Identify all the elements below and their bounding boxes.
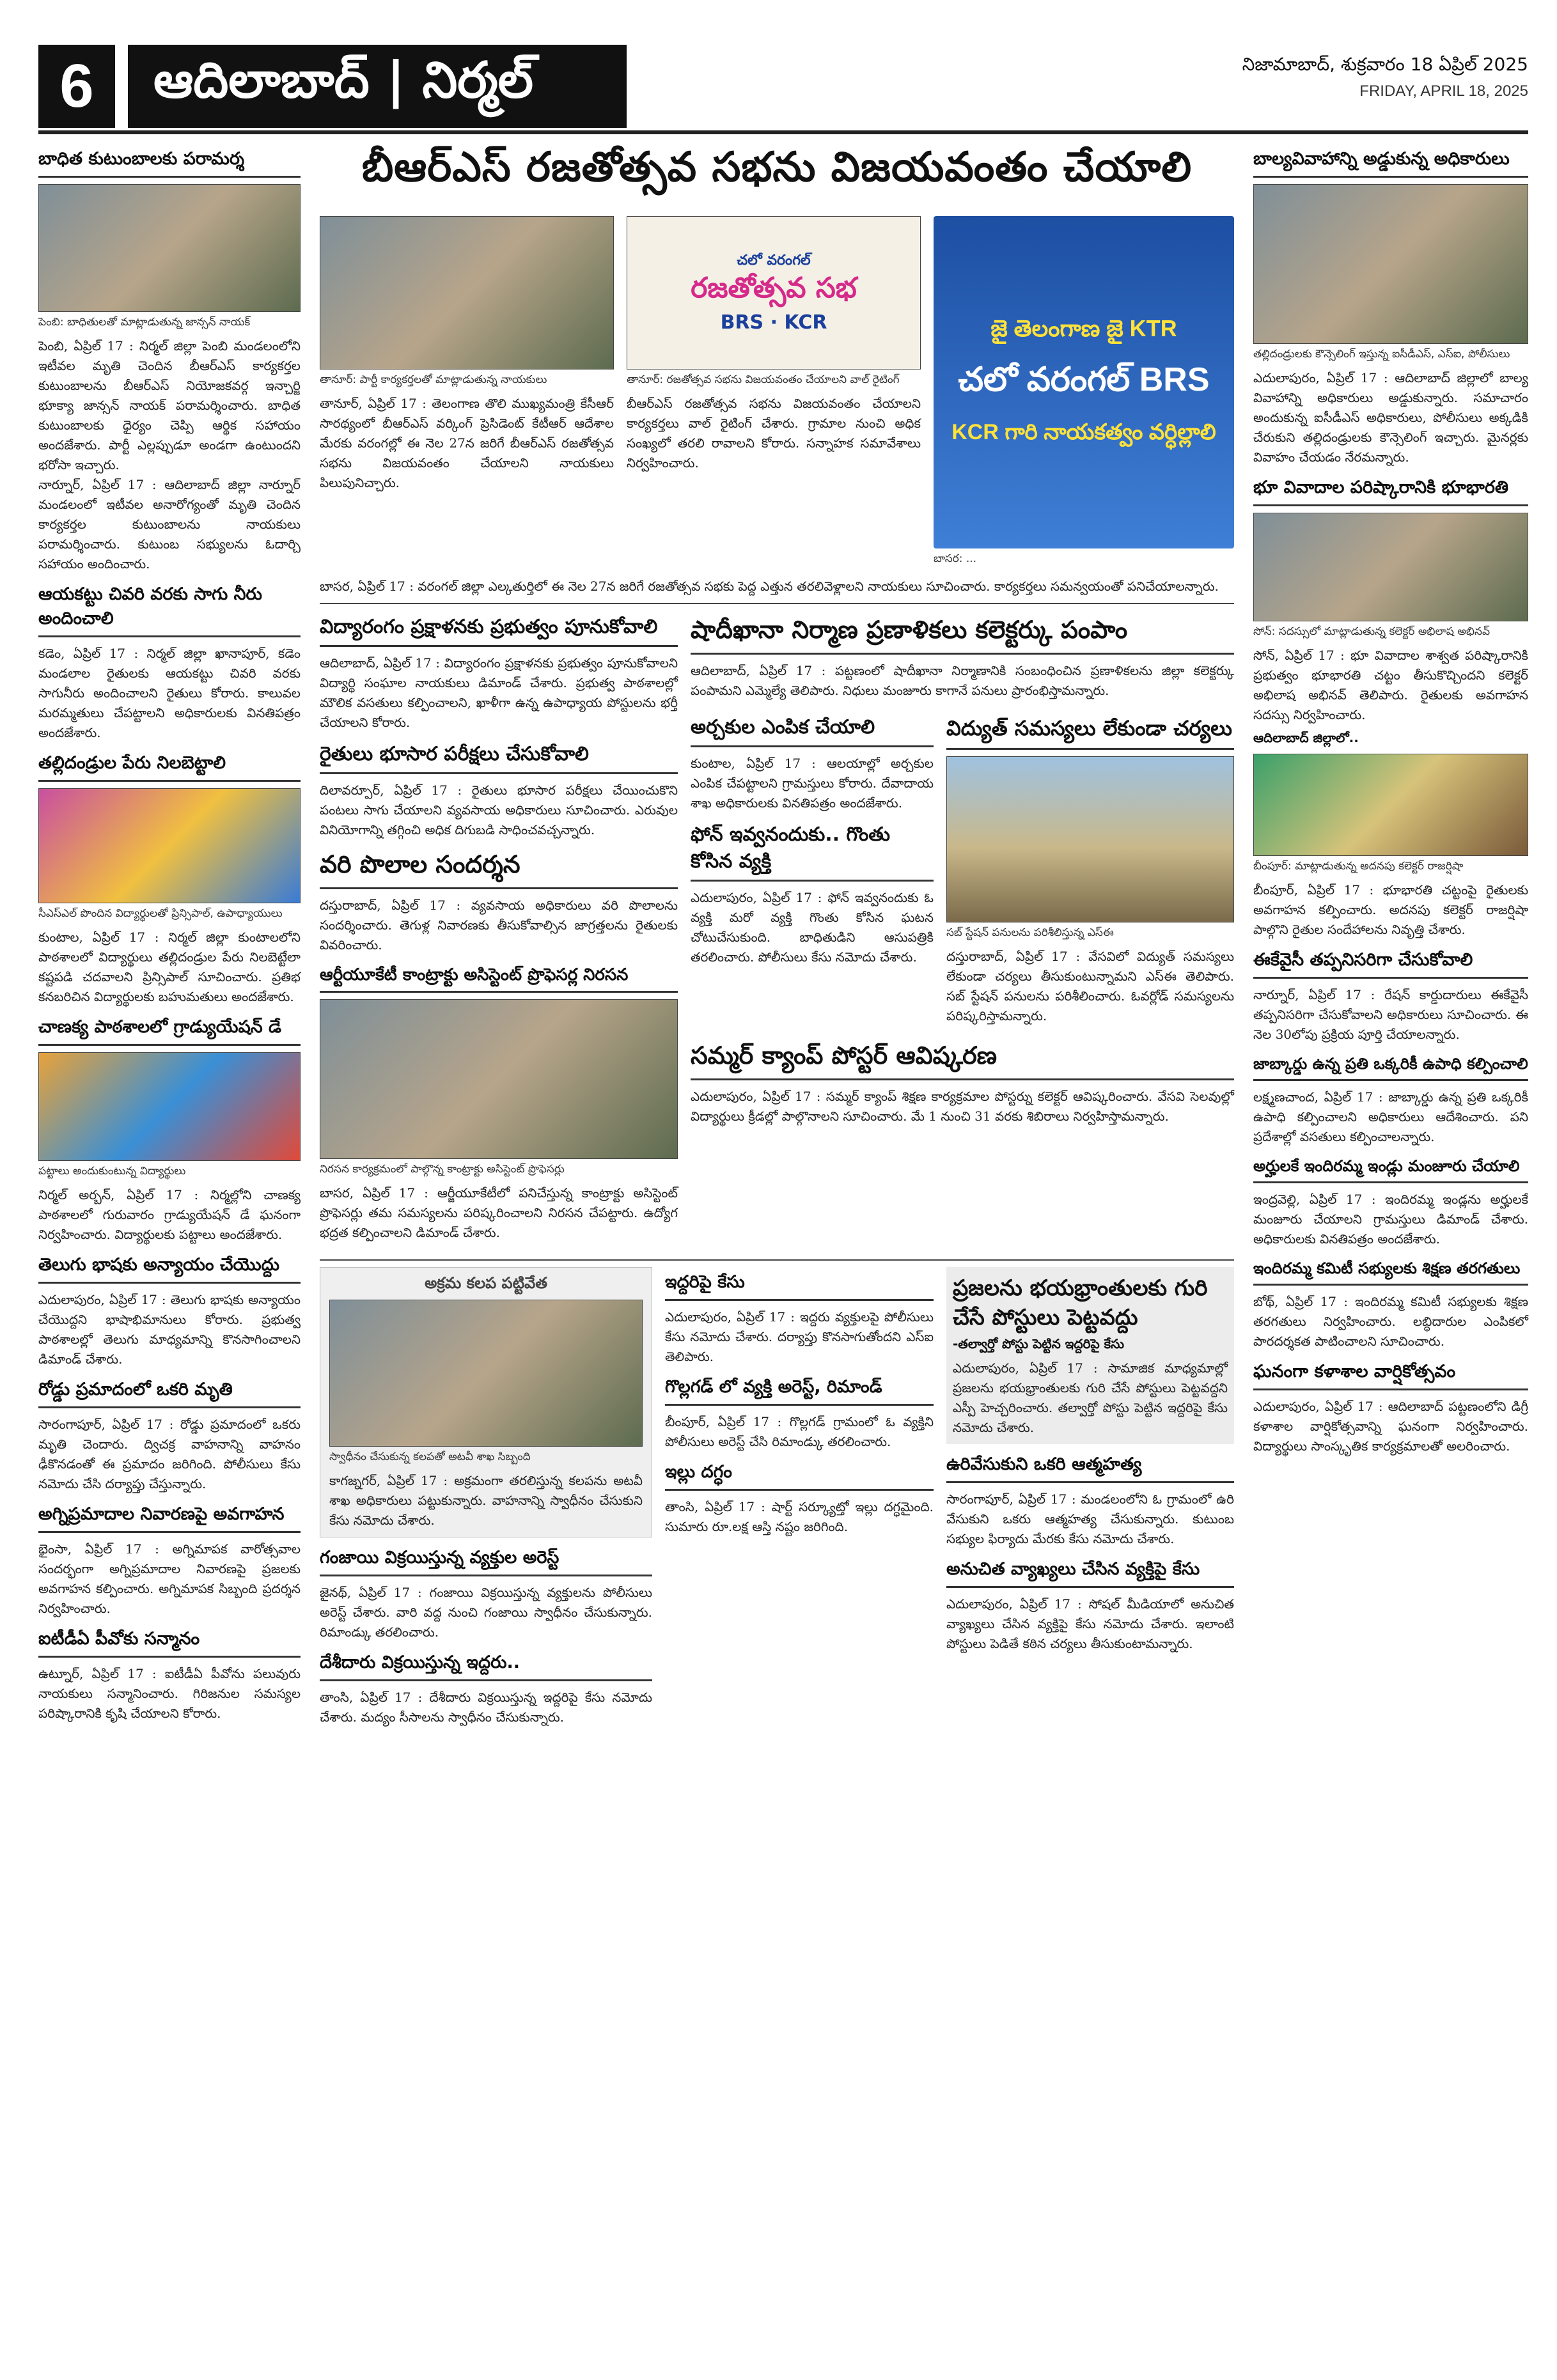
story-body: ఎదులాపురం, ఏప్రిల్ 17 : ఆదిలాబాద్ జిల్లాలో బాల్య వివాహాన్ని అధికారులు అడ్డుకున్నారు. సమాచారం అందుకున్న ఐసీడీఎస్ అధికారులు, పోలీసులు అక్కడికి చేరుకుని తల్లిదండ్రులకు కౌన్సెలింగ్ ఇచ్చారు. మైనర్లకు వివాహం చేయడం నేరమన్నారు. [1253,370,1528,465]
story-body: కుంటాల, ఏప్రిల్ 17 : నిర్మల్ జిల్లా కుంటాలలోని పాఠశాలలో విద్యార్థులు తల్లిదండ్రుల పేరు నిలబెట్టేలా కష్టపడి చదవాలని ప్రిన్సిపాల్ సూచించారు. ప్రతిభ కనబరిచిన విద్యార్థులకు బహుమతులు అందజేశారు. [38,929,301,1004]
headline: ఉరివేసుకుని ఒకరి ఆత్మహత్య [946,1454,1234,1483]
dateline [1242,51,1528,105]
crime-column-3 [946,1267,1234,1738]
story-education [320,616,678,733]
photo-caption: బీంపూర్: మాట్లాడుతున్న అదనపు కలెక్టర్ రాజర్షిషా [1253,860,1464,873]
photo-caption: తానూర్: రజతోత్సవ సభను విజయవంతం చేయాలని వాల్ రైటింగ్ [627,373,900,386]
story-body: బీఆర్ఎస్ రజతోత్సవ సభను విజయవంతం చేయాలని కార్యకర్తలు వాల్ రైటింగ్ చేశారు. గ్రామాల నుంచి అధిక సంఖ్యలో తరలి రావాలని కోరారు. సన్నాహక సమావేశాలు నిర్వహించారు. [627,396,921,471]
story-job-card [1253,1055,1528,1147]
headline: భూ వివాదాల పరిష్కారానికి భూభారతి [1253,478,1528,506]
story-indiramma-houses [1253,1157,1528,1249]
news-photo [320,999,678,1159]
right-column [1253,144,1528,1466]
crime-column-1 [320,1267,652,1738]
center-right-subcolumn [691,611,1234,1253]
news-photo [38,184,301,312]
story-body: ఎదులాపురం, ఏప్రిల్ 17 : ఇద్దరు వ్యక్తులపై పోలీసులు కేసు నమోదు చేశారు. దర్యాప్తు కొనసాగుతోందని ఎస్ఐ తెలిపారు. [665,1309,934,1364]
headline: ఆర్టీయూకేటీ కాంట్రాక్టు అసిస్టెంట్ ప్రొఫెసర్ల నిరసన [320,965,678,993]
news-photo [1253,513,1528,621]
section-title: ఆదిలాబాద్ | నిర్మల్ [128,45,627,128]
headline: ప్రజలను భయభ్రాంతులకు గురి చేసే పోస్టులు పెట్టవద్దు [953,1275,1208,1330]
story-body: కడెం, ఏప్రిల్ 17 : నిర్మల్ జిల్లా ఖానాపూర్, కడెం మండలాల రైతులకు ఆయకట్టు చివరి వరకు సాగునీరు అందించాలని రైతులు కోరారు. కాలువల మరమ్మతులు చేపట్టాలని అధికారులకు వినతిపత్రం అందజేశారు. [38,646,301,740]
story-body: తానూర్, ఏప్రిల్ 17 : తెలంగాణ తొలి ముఖ్యమంత్రి కేసీఆర్ సారథ్యంలో బీఆర్ఎస్ వర్కింగ్ ప్రెసిడెంట్ కేటీఆర్ ఆదేశాల మేరకు వరంగల్లో ఈ నెల 27న జరిగే బీఆర్ఎస్ రజతోత్సవ సభను విజయవంతం చేయాలని నాయకులు పిలుపునిచ్చారు. [320,396,614,490]
headline: బాధిత కుటుంబాలకు పరామర్శ [38,149,301,178]
photo-caption: పట్టాలు అందుకుంటున్న విద్యార్థులు [38,1165,186,1178]
story-phone-attack [691,823,934,967]
story-body: సారంగాపూర్, ఏప్రిల్ 17 : రోడ్డు ప్రమాదంలో ఒకరు మృతి చెందారు. ద్విచక్ర వాహనాన్ని వాహనం ఢీకొనడంతో ఈ ప్రమాదం జరిగింది. పోలీసులు కేసు నమోదు చేసి దర్యాప్తు చేస్తున్నారు. [38,1417,301,1491]
divider [320,603,1234,604]
photo-caption: బాసర: ... [934,552,977,565]
story-body: నిర్మల్ అర్బన్, ఏప్రిల్ 17 : నిర్మల్లోని చాణక్య పాఠశాలలో గురువారం గ్రాడ్యుయేషన్ డే ఘనంగా నిర్వహించారు. విద్యార్థులకు పట్టాలు అందజేశారు. [38,1187,301,1242]
wall-text: చలో వరంగల్ [737,252,811,268]
headline: అగ్నిప్రమాదాల నివారణపై అవగాహన [38,1504,301,1533]
banner-text: జై తెలంగాణ జై KTR [990,315,1177,341]
story-house-fire [665,1462,934,1537]
story-body: ఎదులాపురం, ఏప్రిల్ 17 : ఆదిలాబాద్ పట్టణంలోని డిగ్రీ కళాశాల వార్షికోత్సవాన్ని ఘనంగా నిర్వహించారు. విద్యార్థులు సాంస్కృతిక కార్యక్రమాలతో అలరించారు. [1253,1399,1528,1454]
story-bereaved-visit [38,149,301,574]
story-body: బాసర, ఏప్రిల్ 17 : వరంగల్ జిల్లా ఎల్కతుర్తిలో ఈ నెల 27న జరిగే రజతోత్సవ సభకు పెద్ద ఎత్తున తరలివెళ్లాలని నాయకులు సూచించారు. కార్యకర్తలు సమన్వయంతో పనిచేయాలన్నారు. [320,579,1219,594]
story-committee-training [1253,1259,1528,1351]
headline: ఇందిరమ్మ కమిటీ సభ్యులకు శిక్షణ తరగతులు [1253,1259,1528,1286]
story-shadikhana [691,616,1234,701]
headline: చాణక్య పాఠశాలలో గ్రాడ్యుయేషన్ డే [38,1017,301,1046]
photo-caption: స్వాధీనం చేసుకున్న కలపతో అటవీ శాఖ సిబ్బంది [329,1451,531,1463]
district-tag: ఆదిలాబాద్ జిల్లాలో.. [1253,730,1359,745]
lead-photo-block [320,216,614,573]
subheadline: -తల్వార్తో పోస్టు పెట్టిన ఇద్దరిపై కేసు [953,1336,1125,1351]
story-body: ఎదులాపురం, ఏప్రిల్ 17 : ఫోన్ ఇవ్వనందుకు ఓ వ్యక్తి మరో వ్యక్తి గొంతు కోసిన ఘటన చోటుచేసుకుంది. బాధితుడిని ఆసుపత్రికి తరలించారు. పోలీసులు కేసు నమోదు చేశారు. [691,890,934,965]
left-column [38,144,301,1734]
headline: తల్లిదండ్రుల పేరు నిలబెట్టాలి [38,753,301,782]
headline: అర్చకుల ఎంపిక చేయాలి [691,716,934,747]
headline: ఈకేవైసీ తప్పనిసరిగా చేసుకోవాలి [1253,950,1528,979]
headline: విద్యుత్ సమస్యలు లేకుండా చర్యలు [946,716,1234,750]
story-liquor [320,1653,652,1727]
story-body: కుంటాల, ఏప్రిల్ 17 : ఆలయాల్లో అర్చకుల ఎంపిక చేపట్టాలని గ్రామస్తులు కోరారు. దేవాదాయ శాఖ అధికారులకు వినతిపత్రం అందజేశారు. [691,756,934,811]
wall-text: BRS · KCR [720,311,827,334]
story-body: ఇంద్రవెల్లి, ఏప్రిల్ 17 : ఇందిరమ్మ ఇండ్లను అర్హులకే మంజూరు చేయాలని గ్రామస్తులు డిమాండ్ చేశారు. అధికారులకు వినతిపత్రం అందజేశారు. [1253,1192,1528,1247]
story-power [946,711,1234,1026]
wall-writing-photo [627,216,921,369]
story-body: బాసర, ఏప్రిల్ 17 : ఆర్జీయూకేటీలో పనిచేస్తున్న కాంట్రాక్టు అసిస్టెంట్ ప్రొఫెసర్లు తమ సమస్యలను పరిష్కరించాలని నిరసన చేపట్టారు. ఉద్యోగ భద్రత కల్పించాలని డిమాండ్ చేశారు. [320,1185,678,1240]
story-body: సోన్, ఏప్రిల్ 17 : భూ వివాదాల శాశ్వత పరిష్కారానికి ప్రభుత్వం భూభారతి చట్టం తీసుకొచ్చిందని కలెక్టర్ అభిలాష అభినవ్ తెలిపారు. రైతులకు అవగాహన సదస్సు నిర్వహించారు. [1253,648,1528,722]
story-body: బీంపూర్, ఏప్రిల్ 17 : గొల్లగడ్ గ్రామంలో ఓ వ్యక్తిని పోలీసులు అరెస్ట్ చేసి రిమాండ్కు తరలించారు. [665,1414,934,1449]
story-body: ఎదులాపురం, ఏప్రిల్ 17 : తెలుగు భాషకు అన్యాయం చేయొద్దని భాషాభిమానులు కోరారు. ప్రభుత్వ పాఠశాలల్లో తెలుగు మాధ్యమాన్ని కొనసాగించాలని డిమాండ్ చేశారు. [38,1292,301,1367]
headline: ఇద్దరిపై కేసు [665,1272,934,1301]
story-priests [691,716,934,813]
story-two-cases [665,1272,934,1367]
headline: ఇల్లు దగ్ధం [665,1462,934,1491]
photo-caption: సోన్: సదస్సులో మాట్లాడుతున్న కలెక్టర్ అభిలాష అభినవ్ [1253,625,1490,638]
date-telugu: నిజామాబాద్, శుక్రవారం 18 ఏప్రిల్ 2025 [1242,54,1528,75]
story-ganja-arrest [320,1548,652,1642]
story-gollagad-arrest [665,1377,934,1452]
story-body: ఆదిలాబాద్, ఏప్రిల్ 17 : విద్యారంగం ప్రక్షాళనకు ప్రభుత్వం పూనుకోవాలని విద్యార్థి సంఘాల నాయకులు డిమాండ్ చేశారు. ప్రభుత్వ పాఠశాలల్లో మౌలిక వసతులు కల్పించాలని, ఖాళీగా ఉన్న ఉపాధ్యాయ పోస్టులను భర్తీ చేయాలని కోరారు. [320,655,678,730]
story-ekyc [1253,950,1528,1045]
banner-text: చలో వరంగల్ BRS [958,361,1210,398]
story-suicide [946,1454,1234,1549]
page-number: 6 [38,45,115,128]
story-body: ఉట్నూర్, ఏప్రిల్ 17 : ఐటీడీఏ పీవోను పలువురు నాయకులు సన్మానించారు. గిరిజనుల సమస్యల పరిష్కారానికి కృషి చేయాలని కోరారు. [38,1666,301,1721]
photo-caption: తల్లిదండ్రులకు కౌన్సెలింగ్ ఇస్తున్న ఐసీడీఎస్, ఎస్ఐ, పోలీసులు [1253,348,1510,361]
headline: ఐటీడీఏ పీవోకు సన్మానం [38,1629,301,1658]
story-body: దిలావర్పూర్, ఏప్రిల్ 17 : రైతులు భూసార పరీక్షలు చేయించుకొని పంటలు సాగు చేయాలని వ్యవసాయ అధికారులు సూచించారు. ఎరువుల వినియోగాన్ని తగ్గించి అధిక దిగుబడి సాధించవచ్చన్నారు. [320,782,678,837]
story-body: ఎదులాపురం, ఏప్రిల్ 17 : సామాజిక మాధ్యమాల్లో ప్రజలను భయభ్రాంతులకు గురి చేసే పోస్టులు పెట్టవద్దని ఎస్పీ హెచ్చరించారు. తల్వార్తో పోస్టు పెట్టిన ఇద్దరిపై కేసు నమోదు చేశారు. [953,1360,1228,1435]
headline: రైతులు భూసార పరీక్షలు చేసుకోవాలి [320,743,678,774]
center-left-subcolumn [320,611,678,1253]
story-itda [38,1629,301,1723]
center-column [320,144,1234,1738]
headline: రోడ్డు ప్రమాదంలో ఒకరి మృతి [38,1380,301,1408]
masthead [38,45,1528,134]
photo-caption: నిరసన కార్యక్రమంలో పాల్గొన్న కాంట్రాక్టు అసిస్టెంట్ ప్రొఫెసర్లు [320,1163,565,1176]
date-english: FRIDAY, APRIL 18, 2025 [1359,82,1528,100]
story-summer-camp [691,1041,1234,1126]
story-body: ఎదులాపురం, ఏప్రిల్ 17 : సమ్మర్ క్యాంప్ శిక్షణ కార్యక్రమాల పోస్టర్ను కలెక్టర్ ఆవిష్కరించారు. వేసవి సెలవుల్లో విద్యార్థులు క్రీడల్లో పాల్గొనాలని సూచించారు. మే 1 నుంచి 31 వరకు శిబిరాలు నిర్వహిస్తామన్నారు. [691,1089,1234,1124]
story-body: దస్తురాబాద్, ఏప్రిల్ 17 : వ్యవసాయ అధికారులు వరి పొలాలను సందర్శించారు. తెగుళ్ల నివారణకు తీసుకోవాల్సిన జాగ్రత్తలను రైతులకు వివరించారు. [320,898,678,953]
headline: అక్రమ కలప పట్టివేత [425,1274,547,1292]
story-body: తాంసి, ఏప్రిల్ 17 : షార్ట్ సర్క్యూట్తో ఇల్లు దగ్ధమైంది. సుమారు రూ.లక్ష ఆస్తి నష్టం జరిగింది. [665,1499,934,1534]
photo-caption: పెంబి: బాధితులతో మాట్లాడుతున్న జాన్సన్ నాయక్ [38,316,251,329]
story-body: ఆదిలాబాద్, ఏప్రిల్ 17 : పట్టణంలో షాదీఖానా నిర్మాణానికి సంబంధించిన ప్రణాళికలను జిల్లా కలెక్టర్కు పంపామని ఎమ్మెల్యే తెలిపారు. నిధులు మంజూరు కాగానే పనులు ప్రారంభిస్తామన్నారు. [691,663,1234,698]
story-body: దస్తురాబాద్, ఏప్రిల్ 17 : వేసవిలో విద్యుత్ సమస్యలు లేకుండా చర్యలు తీసుకుంటున్నామని ఎస్ఈ తెలిపారు. సబ్ స్టేషన్ పనులను పరిశీలించారు. ఓవర్లోడ్ సమస్యలను పరిష్కరిస్తామన్నారు. [946,949,1234,1023]
headline: సమ్మర్ క్యాంప్ పోస్టర్ ఆవిష్కరణ [691,1041,1234,1080]
story-body: నార్నూర్, ఏప్రిల్ 17 : ఆదిలాబాద్ జిల్లా నార్నూర్ మండలంలో ఇటీవల అనారోగ్యంతో మృతి చెందిన కార్యకర్తల కుటుంబాలను నాయకులు పరామర్శించారు. కుటుంబ సభ్యులను ఓదార్చి సహాయం అందించారు. [38,477,301,572]
story-professors-protest [320,965,678,1243]
story-fire-awareness [38,1504,301,1619]
photo-caption: సీఎస్ఎల్ పొందిన విద్యార్థులతో ప్రిన్సిపాల్, ఉపాధ్యాయులు [38,907,283,920]
banner-photo-block [934,216,1234,573]
story-body: భైంసా, ఏప్రిల్ 17 : అగ్నిమాపక వారోత్సవాల సందర్భంగా అగ్నిప్రమాదాల నివారణపై ప్రజలకు అవగాహన కల్పించారు. అగ్నిమాపక సిబ్బంది ప్రదర్శన నిర్వహించారు. [38,1541,301,1616]
photo-caption: తానూర్: పార్టీ కార్యకర్తలతో మాట్లాడుతున్న నాయకులు [320,373,547,386]
story-body: సారంగాపూర్, ఏప్రిల్ 17 : మండలంలోని ఓ గ్రామంలో ఉరి వేసుకుని ఒకరు ఆత్మహత్య చేసుకున్నారు. కుటుంబ సభ్యుల ఫిర్యాదు మేరకు కేసు నమోదు చేశారు. [946,1491,1234,1546]
brs-banner-photo [934,216,1234,548]
story-road-accident [38,1380,301,1494]
news-photo [320,216,614,369]
story-bhubharathi [1253,478,1528,940]
headline: వరి పొలాల సందర్శన [320,850,678,889]
story-body: ఎదులాపురం, ఏప్రిల్ 17 : సోషల్ మీడియాలో అనుచిత వ్యాఖ్యలు చేసిన వ్యక్తిపై కేసు నమోదు చేశారు. ఇలాంటి పోస్టులు పెడితే కఠిన చర్యలు తీసుకుంటామన్నారు. [946,1596,1234,1651]
lead-headline: బీఆర్ఎస్ రజతోత్సవ సభను విజయవంతం చేయాలి [361,144,1193,191]
story-body: బీంపూర్, ఏప్రిల్ 17 : భూభారతి చట్టంపై రైతులకు అవగాహన కల్పించారు. అదనపు కలెక్టర్ రాజర్షిషా పాల్గొని రైతుల సందేహాలను నివృత్తి చేశారు. [1253,882,1528,937]
story-body: తాంసి, ఏప్రిల్ 17 : దేశీదారు విక్రయిస్తున్న ఇద్దరిపై కేసు నమోదు చేశారు. మద్యం సీసాలను స్వాధీనం చేసుకున్నారు. [320,1690,652,1725]
photo-caption: సబ్ స్టేషన్ పనులను పరిశీలిస్తున్న ఎస్ఈ [946,926,1114,939]
wall-writing-block [627,216,921,573]
news-photo [1253,184,1528,344]
story-body: పెంబి, ఏప్రిల్ 17 : నిర్మల్ జిల్లా పెంబి మండలంలోని ఇటీవల మృతి చెందిన బీఆర్ఎస్ కార్యకర్తల కుటుంబాలను బీఆర్ఎస్ నియోజకవర్గ ఇన్చార్జి భూక్యా జాన్సన్ నాయక్ పరామర్శించారు. బాధిత కుటుంబాలకు ధైర్యం చెప్పి ఆర్థిక సహాయం అందజేశారు. పార్టీ ఎల్లప్పుడూ అండగా ఉంటుందని భరోసా ఇచ్చారు. [38,338,301,472]
headline: అర్హులకే ఇందిరమ్మ ఇండ్లు మంజూరు చేయాలి [1253,1157,1528,1183]
wall-text: రజతోత్సవ సభ [691,271,857,304]
headline: దేశీదారు విక్రయిస్తున్న ఇద్దరు.. [320,1653,652,1681]
story-remarks-case [946,1559,1234,1654]
headline: తెలుగు భాషకు అన్యాయం చేయొద్దు [38,1255,301,1284]
story-graduation [38,1017,301,1245]
crime-column-2 [665,1267,934,1738]
headline: అనుచిత వ్యాఖ్యలు చేసిన వ్యక్తిపై కేసు [946,1559,1234,1588]
story-body: కాగజ్నగర్, ఏప్రిల్ 17 : అక్రమంగా తరలిస్తున్న కలపను అటవీ శాఖ అధికారులు పట్టుకున్నారు. వాహనాన్ని స్వాధీనం చేసుకుని కేసు నమోదు చేశారు. [329,1473,643,1528]
lead-story [320,144,1234,596]
story-body: లక్ష్మణచాంద, ఏప్రిల్ 17 : జాబ్కార్డు ఉన్న ప్రతి ఒక్కరికీ ఉపాధి కల్పించాలని అధికారులు ఆదేశించారు. పని ప్రదేశాల్లో వసతులు కల్పించాలన్నారు. [1253,1089,1528,1144]
story-telugu [38,1255,301,1369]
story-paddy-visit [320,850,678,955]
story-body: బోథ్, ఏప్రిల్ 17 : ఇందిరమ్మ కమిటీ సభ్యులకు శిక్షణ తరగతులు నిర్వహించారు. లబ్ధిదారుల ఎంపికలో పారదర్శకత పాటించాలని సూచించారు. [1253,1294,1528,1349]
headline: బాల్యవివాహాన్ని అడ్డుకున్న అధికారులు [1253,149,1528,178]
story-parents [38,753,301,1007]
news-photo [38,1052,301,1161]
story-child-marriage [1253,149,1528,467]
headline: ఘనంగా కళాశాల వార్షికోత్సవం [1253,1362,1528,1390]
news-photo [1253,754,1528,856]
headline: ఫోన్ ఇవ్వనందుకు.. గొంతు కోసిన వ్యక్తి [691,823,934,882]
news-photo [946,756,1234,922]
headline: గొల్లగడ్ లో వ్యక్తి అరెస్ట్, రిమాండ్ [665,1377,934,1406]
story-body: నార్నూర్, ఏప్రిల్ 17 : రేషన్ కార్డుదారులు ఈకేవైసీ తప్పనిసరిగా చేసుకోవాలని అధికారులు సూచించారు. ఈ నెల 30లోపు ప్రక్రియ పూర్తి చేయాలన్నారు. [1253,987,1528,1042]
story-timber-seizure [320,1267,652,1537]
headline: షాదీఖానా నిర్మాణ ప్రణాళికలు కలెక్టర్కు పంపాం [691,616,1234,655]
headline: గంజాయి విక్రయిస్తున్న వ్యక్తుల అరెస్ట్ [320,1548,652,1576]
headline: జాబ్కార్డు ఉన్న ప్రతి ఒక్కరికీ ఉపాధి కల్పించాలి [1253,1055,1528,1081]
news-photo [38,788,301,903]
sub-stories [691,711,934,1036]
story-soil-test [320,743,678,840]
headline: విద్యారంగం ప్రక్షాళనకు ప్రభుత్వం పూనుకోవాలి [320,616,678,647]
story-irrigation [38,584,301,743]
story-body: జైనథ్, ఏప్రిల్ 17 : గంజాయి విక్రయిస్తున్న వ్యక్తులను పోలీసులు అరెస్ట్ చేశారు. వారి వద్ద నుంచి గంజాయి స్వాధీనం చేసుకున్నారు. రిమాండ్కు తరలించారు. [320,1585,652,1640]
news-photo [329,1300,643,1447]
headline: ఆయకట్టు చివరి వరకు సాగు నీరు అందించాలి [38,584,301,637]
story-college-anniversary [1253,1362,1528,1456]
story-social-posts [946,1267,1234,1444]
divider [320,1259,1234,1261]
banner-text: KCR గారి నాయకత్వం వర్ధిల్లాలి [951,419,1216,444]
